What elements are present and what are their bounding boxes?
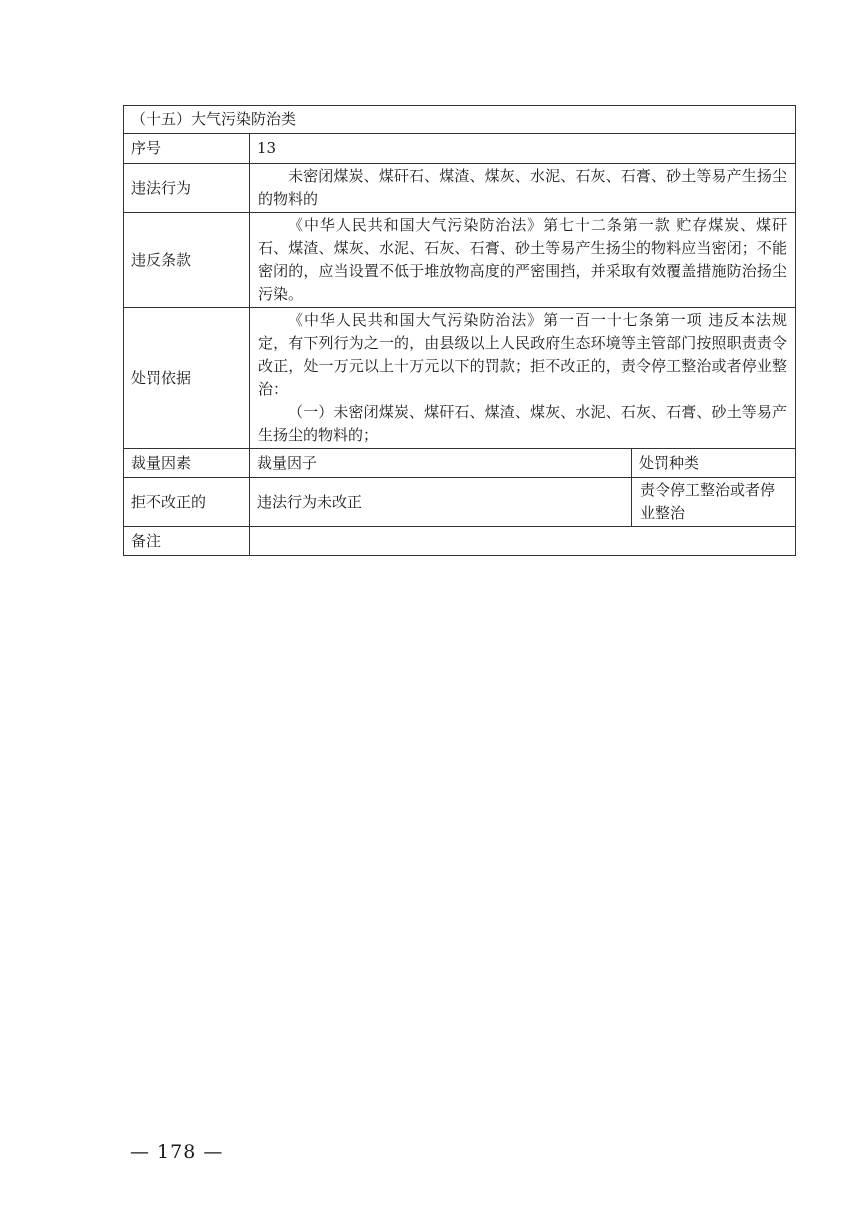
penalty-basis-paragraph-1: 《中华人民共和国大气污染防治法》第一百一十七条第一项 违反本法规定，有下列行为之一的，由县级以上人民政府生态环境等主管部门按照职责责令改正，处一万元以上十万元以下的罚款；拒不改正的，责令停工整治或者停业整治： — [258, 311, 788, 398]
section-title: （十五）大气污染防治类 — [124, 106, 796, 134]
refuse-correct-row — [124, 478, 796, 527]
violation-label: 违法行为 — [124, 164, 250, 213]
violated-clause-text: 《中华人民共和国大气污染防治法》第七十二条第一款 贮存煤炭、煤矸石、煤渣、煤灰、水泥、石灰、石膏、砂土等易产生扬尘的物料应当密闭；不能密闭的，应当设置不低于堆放物高度的严密围挡，并采取有效覆盖措施防治扬尘污染。 — [258, 216, 788, 303]
remarks-row — [124, 527, 796, 556]
penalty-basis-paragraph-2: （一）未密闭煤炭、煤矸石、煤渣、煤灰、水泥、石灰、石膏、砂土等易产生扬尘的物料的； — [258, 403, 788, 444]
penalty-standard-table — [123, 105, 796, 556]
refuse-correct-penalty: 责令停工整治或者停业整治 — [632, 478, 796, 527]
penalty-basis-cell — [250, 308, 796, 449]
discretion-label: 裁量因素 — [124, 449, 250, 478]
discretion-header-row — [124, 449, 796, 478]
serial-row — [124, 134, 796, 164]
serial-label: 序号 — [124, 134, 250, 164]
penalty-type-header: 处罚种类 — [632, 449, 796, 478]
violated-clause-cell — [250, 213, 796, 308]
violation-cell — [250, 164, 796, 213]
violated-clause-row — [124, 213, 796, 308]
refuse-correct-label: 拒不改正的 — [124, 478, 250, 527]
discretion-factor-header: 裁量因子 — [250, 449, 632, 478]
section-title-row — [124, 106, 796, 134]
remarks-value — [250, 527, 796, 556]
violation-row — [124, 164, 796, 213]
refuse-correct-factor: 违法行为未改正 — [250, 478, 632, 527]
serial-value: 13 — [250, 134, 796, 164]
remarks-label: 备注 — [124, 527, 250, 556]
violation-text: 未密闭煤炭、煤矸石、煤渣、煤灰、水泥、石灰、石膏、砂土等易产生扬尘的物料的 — [258, 167, 788, 208]
penalty-basis-label: 处罚依据 — [124, 308, 250, 449]
page-number: — 178 — — [130, 1141, 224, 1163]
violated-clause-label: 违反条款 — [124, 213, 250, 308]
penalty-basis-row — [124, 308, 796, 449]
